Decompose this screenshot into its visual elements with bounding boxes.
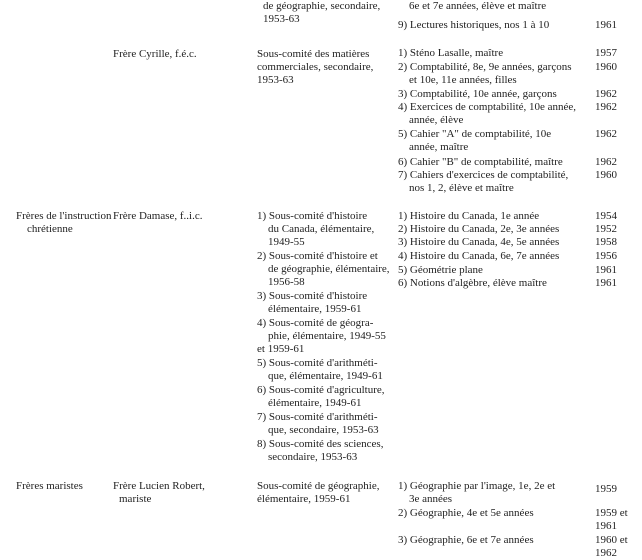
committee-entry: [257, 480, 380, 506]
committee-line: 6) Sous-comité d'agriculture,: [257, 384, 385, 396]
work-entry: [398, 47, 503, 60]
committee-line: 1953-63: [263, 13, 300, 25]
committee-line: que, élémentaire, 1949-61: [268, 370, 383, 382]
committee-line: 8) Sous-comité des sciences,: [257, 438, 384, 450]
work-year: [595, 507, 628, 533]
work-entry: [398, 88, 557, 101]
committee-line: 3) Sous-comité d'histoire: [257, 290, 368, 302]
committee-entry: [257, 411, 390, 437]
work-year: 1958: [595, 236, 617, 248]
year-line: 1959 et: [595, 507, 628, 519]
work-line: 3) Comptabilité, 10e année, garçons: [398, 88, 557, 100]
member-name: [113, 480, 205, 506]
committee-entry: [257, 384, 390, 410]
committee-line: 4) Sous-comité de géogra-: [257, 317, 374, 329]
committee-line: de géographie, élémentaire,: [268, 263, 390, 275]
member-name: Frère Damase, f..i.c.: [113, 210, 203, 222]
work-year: 1961: [595, 277, 617, 289]
work-line: 1) Histoire du Canada, 1e année: [398, 210, 540, 222]
committee-entry: [257, 290, 390, 316]
work-year: 1954: [595, 210, 617, 222]
work-entry: [398, 101, 576, 127]
work-year: 1962: [595, 88, 617, 100]
committee-entry: [257, 317, 390, 356]
year-line: 1962: [595, 547, 617, 559]
committee-line: 1953-63: [257, 74, 294, 86]
work-year: 1956: [595, 250, 617, 262]
work-line: 2) Histoire du Canada, 2e, 3e années: [398, 223, 560, 235]
committee-line: 1) Sous-comité d'histoire: [257, 210, 368, 222]
order-line: Frères maristes: [16, 480, 83, 492]
work-year: [595, 534, 628, 560]
work-entry: [398, 236, 559, 249]
year-line: 1959: [595, 483, 617, 495]
work-year: 1960: [595, 61, 617, 73]
committee-line: du Canada, élémentaire,: [268, 223, 375, 235]
committee-line: secondaire, 1953-63: [268, 451, 358, 463]
committee-line: 5) Sous-comité d'arithméti-: [257, 357, 378, 369]
work-entry: [398, 507, 534, 520]
committee-line: 1956-58: [268, 276, 305, 288]
work-line: 3) Histoire du Canada, 4e, 5e années: [398, 236, 560, 248]
member-name: Frère Cyrille, f.é.c.: [113, 48, 197, 60]
religious-order: [16, 210, 111, 236]
work-line: 1) Géographie par l'image, 1e, 2e et: [398, 480, 556, 492]
work-entry: [398, 61, 572, 87]
work-entry: [398, 534, 534, 547]
year-line: 1961: [595, 520, 617, 532]
work-entry: [398, 169, 568, 195]
order-line: chrétienne: [27, 223, 73, 235]
member-line: Frère Lucien Robert,: [113, 480, 205, 492]
year-line: 1960 et: [595, 534, 628, 546]
committee-line: élémentaire, 1949-61: [268, 397, 362, 409]
work-line: 2) Géographie, 4e et 5e années: [398, 507, 534, 519]
committee-line: phie, élémentaire, 1949-55: [268, 330, 386, 342]
committee-line: élémentaire, 1959-61: [257, 493, 351, 505]
work-year: 1962: [595, 101, 617, 113]
committee-entry: [257, 48, 373, 87]
work-entry: [398, 264, 483, 277]
work-line: 1) Sténo Lasalle, maître: [398, 47, 504, 59]
work-year: 1961: [595, 19, 617, 31]
committee-carryover: [263, 0, 380, 26]
work-entry: [398, 210, 539, 223]
committee-line: 1949-55: [268, 236, 305, 248]
work-carryover-9: [398, 19, 549, 32]
committee-line: 2) Sous-comité d'histoire et: [257, 250, 378, 262]
work-entry: [398, 223, 559, 236]
work-entry: [398, 156, 563, 169]
work-entry: [398, 250, 559, 263]
work-line: 2) Comptabilité, 8e, 9e années, garçons: [398, 61, 572, 73]
committee-line: de géographie, secondaire,: [263, 0, 381, 12]
order-line: Frères de l'instruction: [16, 210, 112, 222]
committee-line: que, secondaire, 1953-63: [268, 424, 379, 436]
work-line: et 10e, 11e années, filles: [409, 74, 517, 86]
work-line: 6e et 7e années, élève et maître: [409, 0, 547, 12]
work-line: 5) Géométrie plane: [398, 264, 483, 276]
committee-line: et 1959-61: [257, 343, 305, 355]
work-year: 1952: [595, 223, 617, 235]
work-line: 6) Cahier "B" de comptabilité, maître: [398, 156, 563, 168]
work-line: 4) Exercices de comptabilité, 10e année,: [398, 101, 577, 113]
committee-entry: [257, 210, 390, 249]
work-line: 9) Lectures historiques, nos 1 à 10: [398, 19, 550, 31]
work-line: nos 1, 2, élève et maître: [409, 182, 514, 194]
committee-entry: [257, 357, 390, 383]
committee-entry: [257, 250, 390, 289]
work-entry: [398, 277, 547, 290]
committee-line: 7) Sous-comité d'arithméti-: [257, 411, 378, 423]
committee-list: [257, 210, 390, 464]
work-line: 7) Cahiers d'exercices de comptabilité,: [398, 169, 569, 181]
work-line: 4) Histoire du Canada, 6e, 7e années: [398, 250, 560, 262]
work-year: 1961: [595, 264, 617, 276]
work-year: 1962: [595, 156, 617, 168]
work-entry: [398, 128, 551, 154]
work-carryover-1: [398, 0, 546, 13]
work-line: 3) Géographie, 6e et 7e années: [398, 534, 534, 546]
work-year: [595, 483, 617, 496]
work-line: 3e années: [409, 493, 453, 505]
work-line: 6) Notions d'algèbre, élève maître: [398, 277, 547, 289]
committee-line: Sous-comité des matières: [257, 48, 370, 60]
work-year: 1962: [595, 128, 617, 140]
committee-line: Sous-comité de géographie,: [257, 480, 380, 492]
work-line: année, maître: [409, 141, 469, 153]
committee-line: commerciales, secondaire,: [257, 61, 374, 73]
work-line: année, élève: [409, 114, 464, 126]
committee-line: élémentaire, 1959-61: [268, 303, 362, 315]
work-entry: [398, 480, 555, 506]
member-line: mariste: [119, 493, 152, 505]
committee-entry: [257, 438, 390, 464]
work-year: 1960: [595, 169, 617, 181]
work-year: 1957: [595, 47, 617, 59]
religious-order: [16, 480, 83, 493]
work-line: 5) Cahier "A" de comptabilité, 10e: [398, 128, 552, 140]
